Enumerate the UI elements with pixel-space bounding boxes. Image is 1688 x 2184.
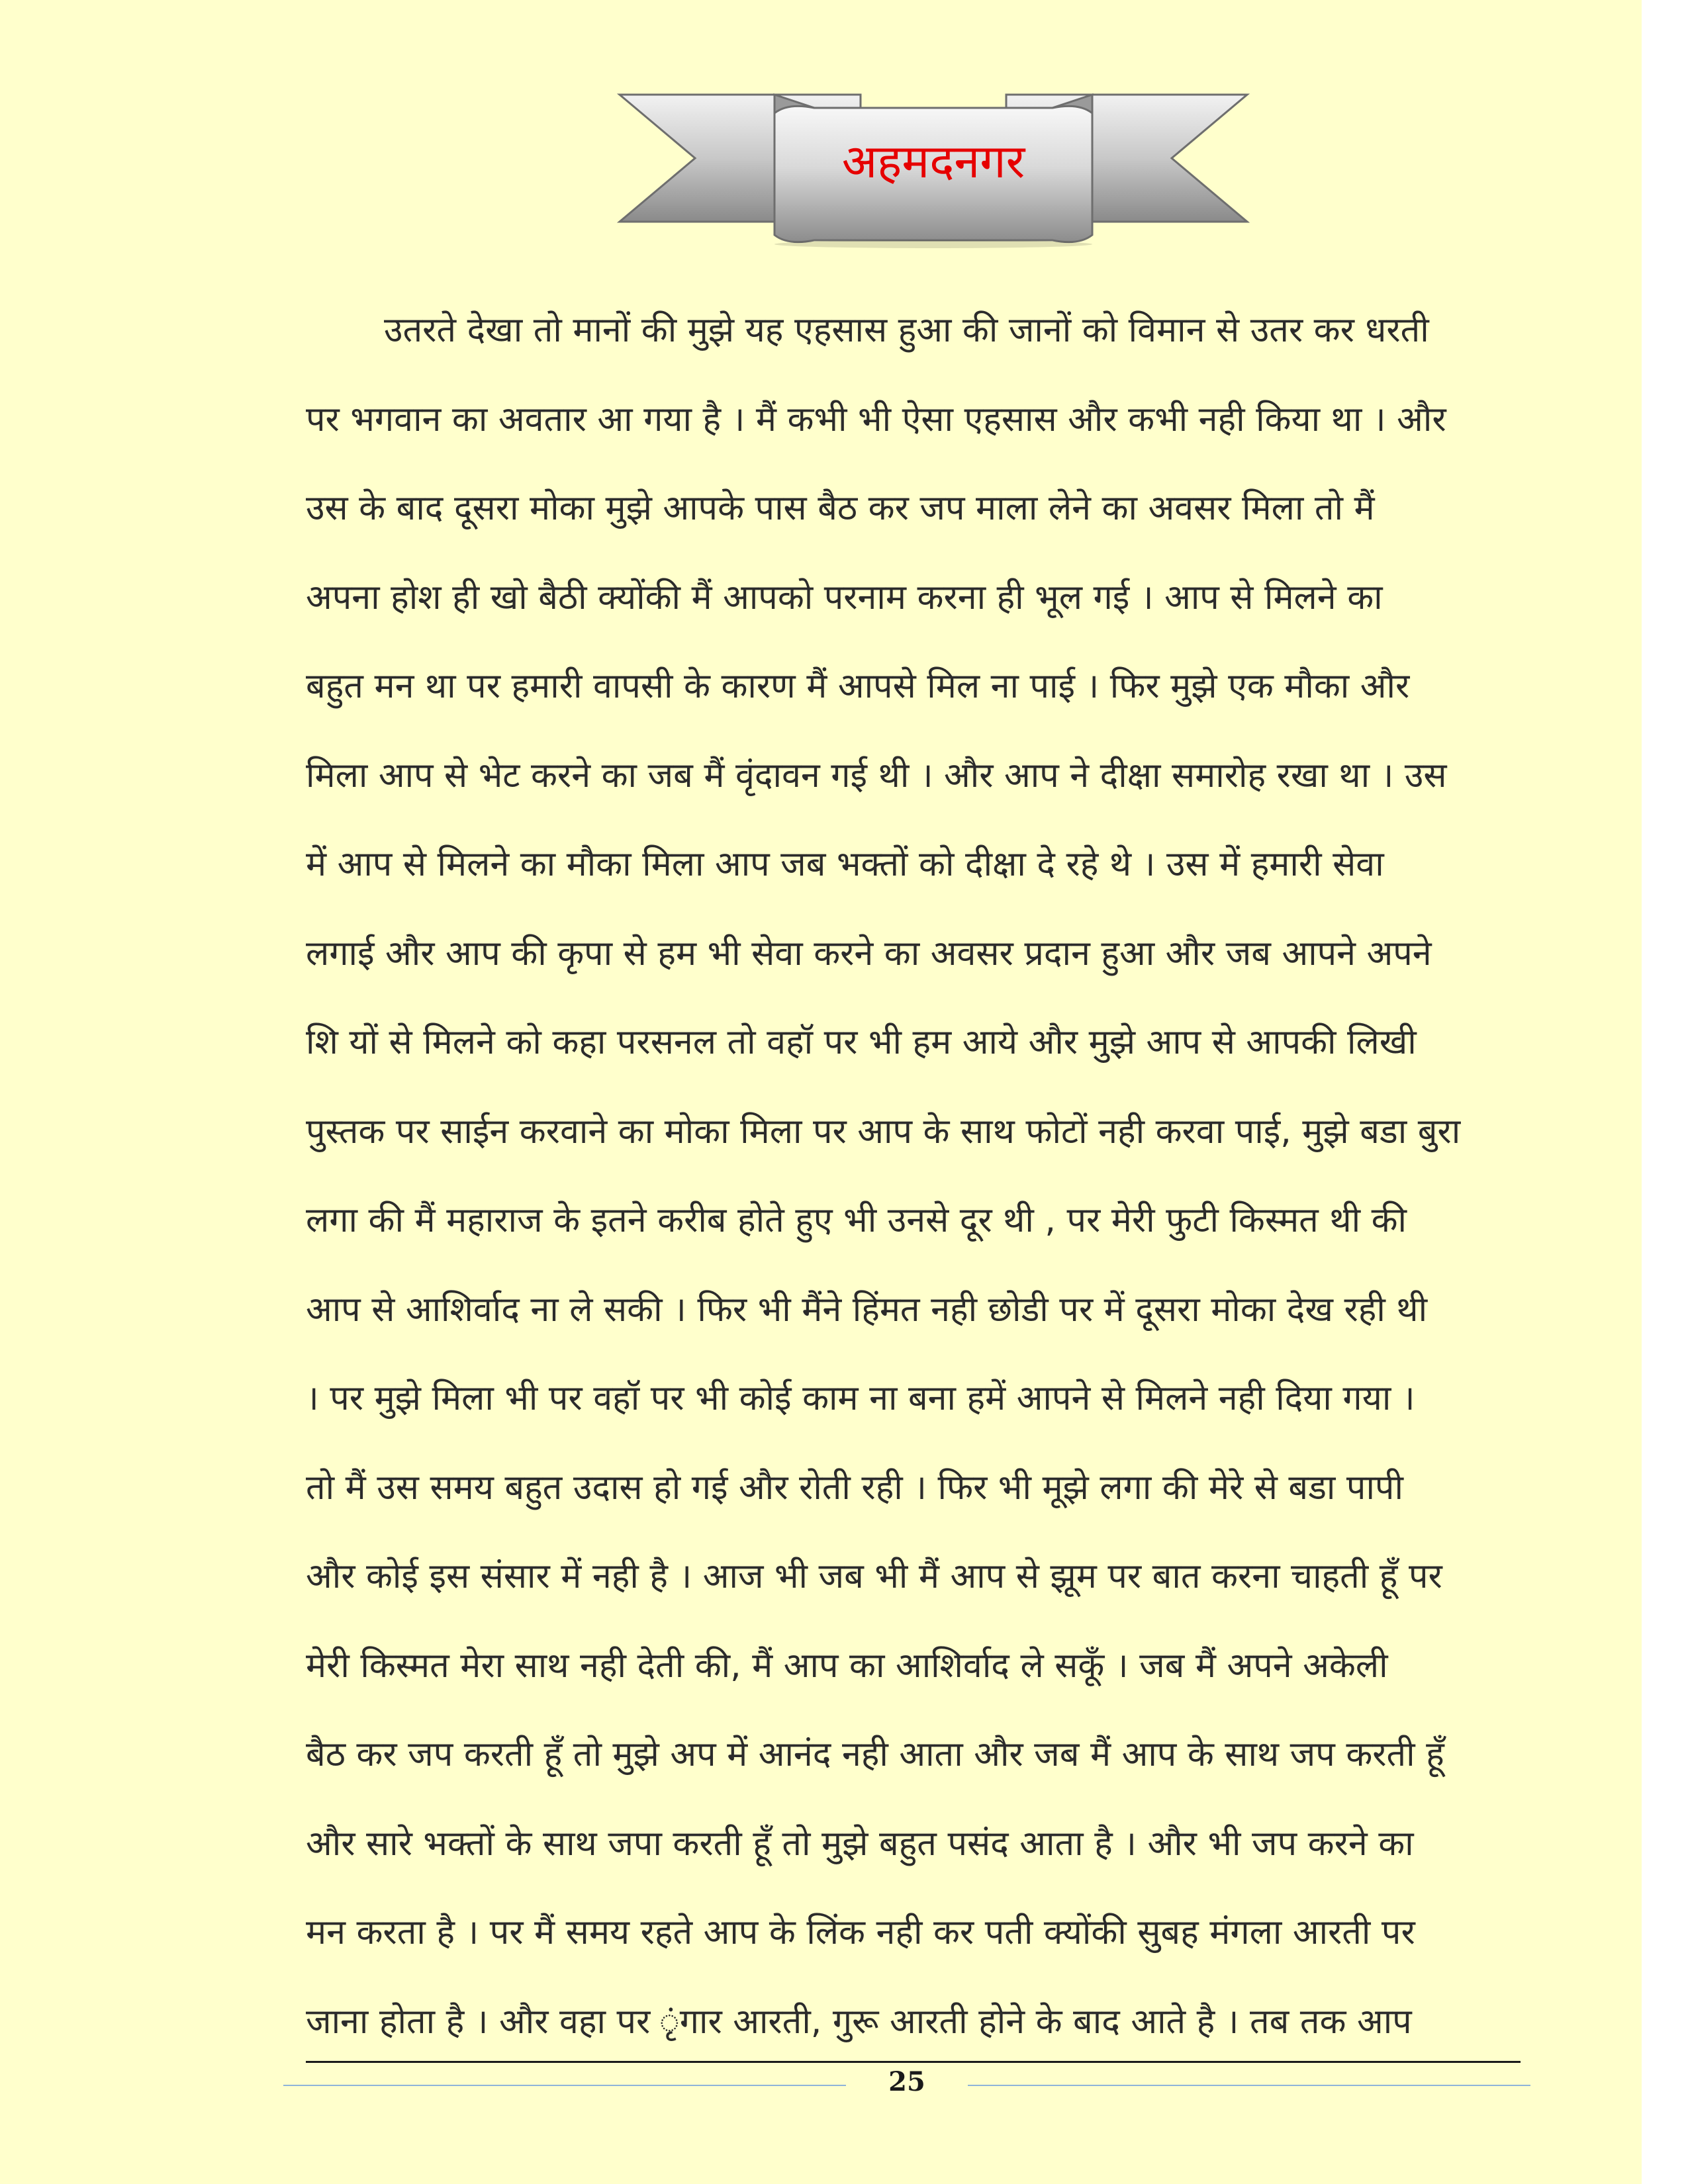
text-line: बैठ कर जप करती हूँ तो मुझे अप में आनंद नही आता और जब मैं आप के साथ जप करती हूँ bbox=[306, 1735, 1444, 1774]
text-line: पर भगवान का अवतार आ गया है । मैं कभी भी ऐसा एहसास और कभी नही किया था । और bbox=[306, 399, 1446, 439]
text-line: उस के बाद दूसरा मोका मुझे आपके पास बैठ कर जप माला लेने का अवसर मिला तो मैं bbox=[306, 488, 1375, 528]
text-line: मिला आप से भेट करने का जब मैं वृंदावन गई थी । और आप ने दीक्षा समारोह रखा था । उस bbox=[306, 755, 1447, 796]
text-line: में आप से मिलने का मौका मिला आप जब भक्तों को दीक्षा दे रहे थे । उस में हमारी सेवा bbox=[306, 844, 1384, 884]
text-line: । पर मुझे मिला भी पर वहॉ पर भी कोई काम ना बना हमें आपने से मिलने नही दिया गया । bbox=[306, 1379, 1415, 1418]
title-banner bbox=[616, 89, 1251, 248]
page-number: 25 bbox=[888, 2066, 925, 2097]
text-line: और सारे भक्तों के साथ जपा करती हूँ तो मुझे बहुत पसंद आता है । और भी जप करने का bbox=[306, 1823, 1414, 1864]
text-line: मेरी किस्मत मेरा साथ नही देती की, मैं आप का आशिर्वाद ले सकूँ । जब मैं अपने अकेली bbox=[306, 1645, 1388, 1686]
text-line: और कोई इस संसार में नही है । आज भी जब भी मैं आप से झूम पर बात करना चाहती हूँ पर bbox=[306, 1557, 1442, 1596]
text-line: मन करता है । पर मैं समय रहते आप के लिंक नही कर पती क्योंकी सुबह मंगला आरती पर bbox=[306, 1913, 1415, 1952]
text-line: पुस्तक पर साईन करवाने का मोका मिला पर आप के साथ फोटों नही करवा पाई, मुझे बडा बुरा bbox=[306, 1111, 1461, 1152]
text-line: शि यों से मिलने को कहा परसनल तो वहॉ पर भी हम आये और मुझे आप से आपकी लिखी bbox=[306, 1023, 1417, 1062]
text-line: उतरते देखा तो मानों की मुझे यह एहसास हुआ की जानों को विमान से उतर कर धरती bbox=[384, 310, 1429, 350]
text-line: अपना होश ही खो बैठी क्योंकी मैं आपको परनाम करना ही भूल गई । आप से मिलने का bbox=[306, 577, 1383, 617]
text-line: तो मैं उस समय बहुत उदास हो गई और रोती रही । फिर भी मूझे लगा की मेरे से बडा पापी bbox=[306, 1467, 1403, 1508]
text-line: बहुत मन था पर हमारी वापसी के कारण मैं आपसे मिल ना पाई । फिर मुझे एक मौका और bbox=[306, 666, 1410, 706]
body-text bbox=[306, 286, 1524, 2066]
footer-divider-right bbox=[968, 2085, 1530, 2086]
text-line: लगाई और आप की कृपा से हम भी सेवा करने का अवसर प्रदान हुआ और जब आपने अपने bbox=[306, 933, 1432, 974]
text-line: आप से आशिर्वाद ना ले सकी । फिर भी मैंने हिंमत नही छोडी पर में दूसरा मोका देख रही थी bbox=[306, 1289, 1428, 1330]
page-title: अहमदनगर bbox=[841, 134, 1025, 189]
text-line: जाना होता है । और वहा पर ृंगार आरती, गुरू आरती होने के बाद आते है । तब तक आप bbox=[306, 2001, 1412, 2042]
footer-divider-left bbox=[283, 2085, 846, 2086]
text-line: लगा की मैं महाराज के इतने करीब होते हुए भी उनसे दूर थी , पर मेरी फुटी किस्मत थी की bbox=[306, 1201, 1407, 1240]
footer-rule bbox=[306, 2061, 1521, 2063]
